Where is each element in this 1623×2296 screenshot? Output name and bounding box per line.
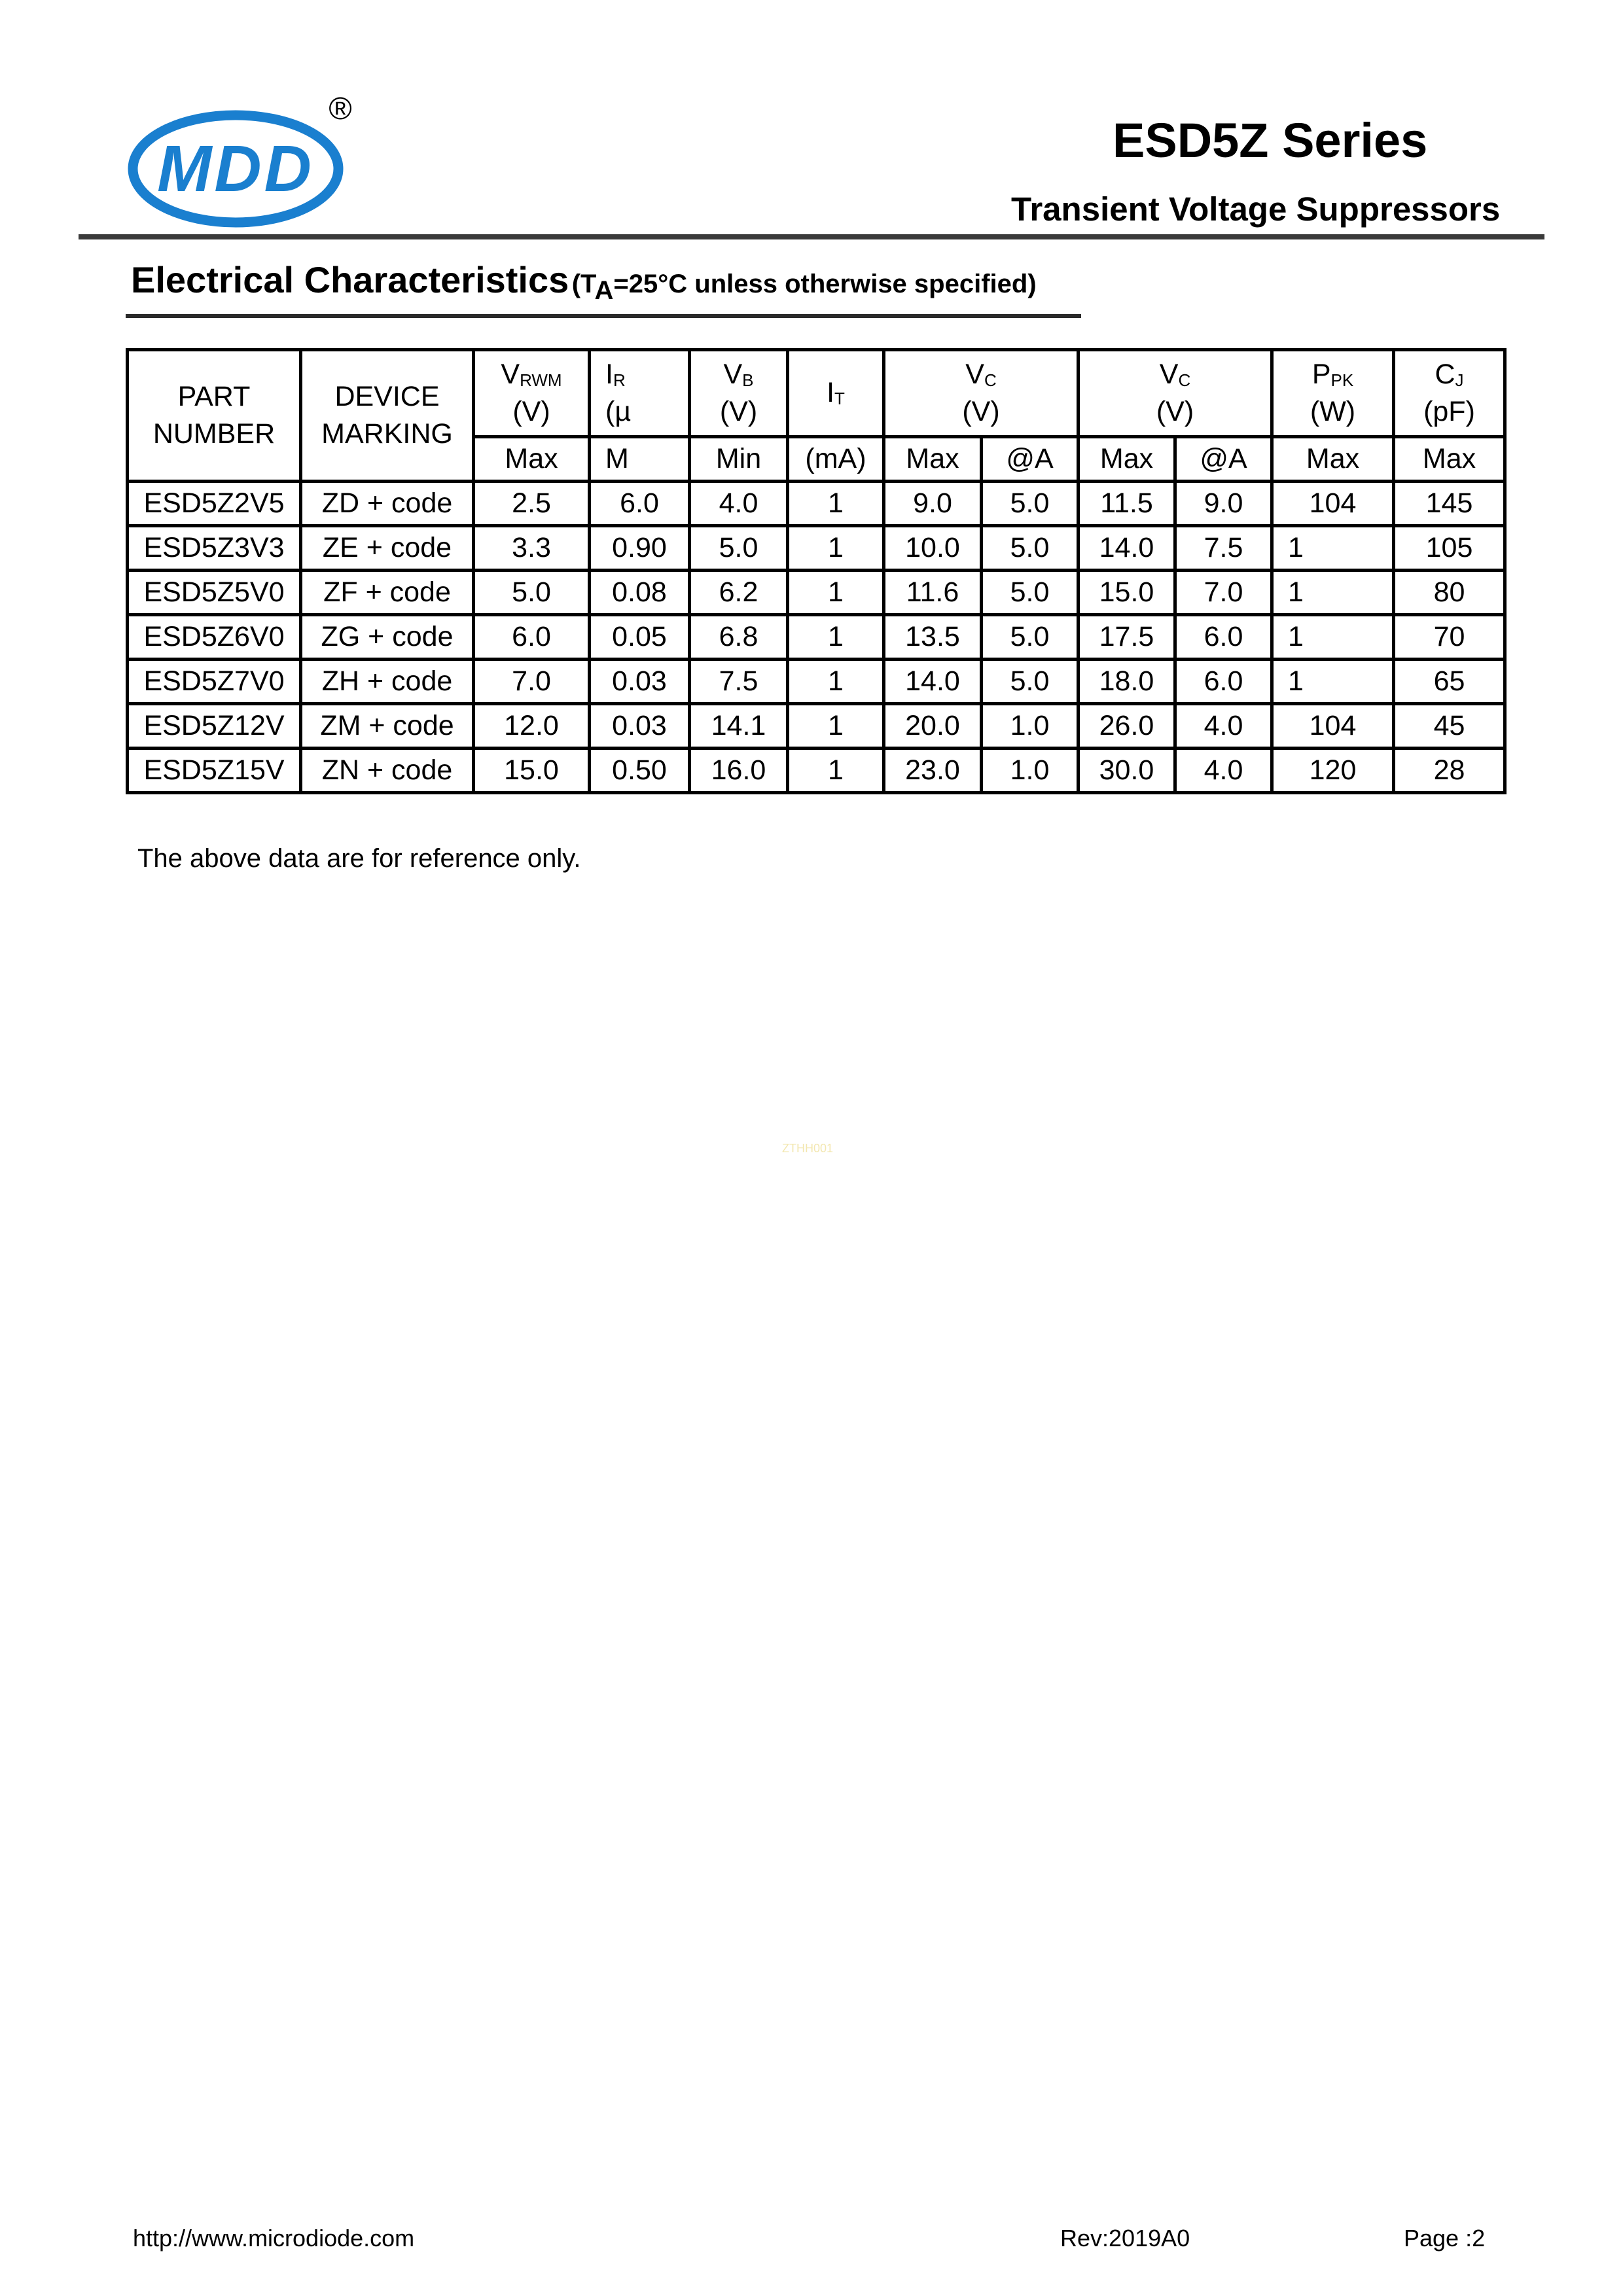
cell-it: 1 bbox=[788, 660, 884, 704]
cell-it: 1 bbox=[788, 704, 884, 749]
cell-ppk: 120 bbox=[1272, 749, 1394, 793]
cell-vc-1-at: 5.0 bbox=[982, 615, 1079, 660]
document-title: ESD5Z Series bbox=[1113, 113, 1428, 168]
cell-ppk: 1 bbox=[1272, 571, 1394, 615]
limit-vc-2-max: Max bbox=[1079, 437, 1175, 482]
cell-vc-1-at: 5.0 bbox=[982, 482, 1079, 526]
cell-ppk: 104 bbox=[1272, 704, 1394, 749]
cell-it: 1 bbox=[788, 526, 884, 571]
cell-ppk: 1 bbox=[1272, 615, 1394, 660]
cell-vb: 6.8 bbox=[690, 615, 788, 660]
cell-vc-2-at: 6.0 bbox=[1175, 660, 1272, 704]
cell-part-number: ESD5Z2V5 bbox=[128, 482, 301, 526]
cell-part-number: ESD5Z15V bbox=[128, 749, 301, 793]
limit-vrwm: Max bbox=[474, 437, 590, 482]
cell-device-marking: ZG + code bbox=[301, 615, 474, 660]
limit-ir: M bbox=[590, 437, 690, 482]
cell-vc-2-max: 18.0 bbox=[1079, 660, 1175, 704]
cell-vc-2-max: 26.0 bbox=[1079, 704, 1175, 749]
cell-device-marking: ZM + code bbox=[301, 704, 474, 749]
cell-vc-1-max: 13.5 bbox=[884, 615, 982, 660]
limit-vb: Min bbox=[690, 437, 788, 482]
cell-cj: 80 bbox=[1394, 571, 1505, 615]
cell-part-number: ESD5Z12V bbox=[128, 704, 301, 749]
cell-cj: 45 bbox=[1394, 704, 1505, 749]
registered-mark: ® bbox=[329, 92, 352, 126]
cell-vc-1-at: 5.0 bbox=[982, 571, 1079, 615]
cell-ppk: 1 bbox=[1272, 526, 1394, 571]
table-row bbox=[128, 704, 1505, 749]
cell-vc-2-at: 4.0 bbox=[1175, 704, 1272, 749]
footer-url[interactable]: http://www.microdiode.com bbox=[133, 2225, 415, 2252]
limit-vc-1-max: Max bbox=[884, 437, 982, 482]
table-row bbox=[128, 482, 1505, 526]
cell-vc-1-at: 1.0 bbox=[982, 749, 1079, 793]
electrical-characteristics-table bbox=[126, 348, 1507, 794]
cell-vb: 5.0 bbox=[690, 526, 788, 571]
table-row bbox=[128, 749, 1505, 793]
cell-vc-2-at: 4.0 bbox=[1175, 749, 1272, 793]
table-row bbox=[128, 615, 1505, 660]
cell-vc-2-max: 17.5 bbox=[1079, 615, 1175, 660]
limit-vc-2-at: @A bbox=[1175, 437, 1272, 482]
cell-ir: 0.03 bbox=[590, 660, 690, 704]
section-heading bbox=[131, 258, 1037, 305]
cell-cj: 28 bbox=[1394, 749, 1505, 793]
cell-it: 1 bbox=[788, 615, 884, 660]
cell-ir: 6.0 bbox=[590, 482, 690, 526]
cell-vc-1-at: 5.0 bbox=[982, 526, 1079, 571]
cell-vrwm: 15.0 bbox=[474, 749, 590, 793]
header-vc-1: $V_C$ (V) bbox=[884, 350, 1079, 437]
header-vc-2: $V_C$ (V) bbox=[1079, 350, 1272, 437]
cell-vc-1-max: 14.0 bbox=[884, 660, 982, 704]
cell-vc-2-at: 7.5 bbox=[1175, 526, 1272, 571]
cell-vb: 16.0 bbox=[690, 749, 788, 793]
table-row bbox=[128, 660, 1505, 704]
table-row bbox=[128, 526, 1505, 571]
cell-cj: 145 bbox=[1394, 482, 1505, 526]
header-ppk: $P_{PK}$ (W) bbox=[1272, 350, 1394, 437]
cell-device-marking: ZF + code bbox=[301, 571, 474, 615]
watermark: ZTHH001 bbox=[782, 1142, 834, 1155]
limit-cj: Max bbox=[1394, 437, 1505, 482]
cell-vb: 7.5 bbox=[690, 660, 788, 704]
cell-ir: 0.50 bbox=[590, 749, 690, 793]
header-it: $I_T$ bbox=[788, 350, 884, 437]
cell-device-marking: ZH + code bbox=[301, 660, 474, 704]
cell-it: 1 bbox=[788, 749, 884, 793]
cell-ir: 0.05 bbox=[590, 615, 690, 660]
header-vrwm: $V_{RWM}$ (V) bbox=[474, 350, 590, 437]
logo-text: MDD bbox=[157, 132, 314, 205]
cell-vc-2-at: 6.0 bbox=[1175, 615, 1272, 660]
cell-ir: 0.08 bbox=[590, 571, 690, 615]
reference-note: The above data are for reference only. bbox=[137, 844, 581, 873]
condition-text: =25°C unless otherwise specified) bbox=[613, 270, 1037, 298]
cell-device-marking: ZE + code bbox=[301, 526, 474, 571]
unit-it: (mA) bbox=[788, 437, 884, 482]
cell-it: 1 bbox=[788, 482, 884, 526]
cell-vc-2-max: 11.5 bbox=[1079, 482, 1175, 526]
section-title: Electrical Characteristics bbox=[131, 259, 569, 300]
header-ir: $I_R$ (µ bbox=[590, 350, 690, 437]
condition-open: (T bbox=[571, 270, 595, 298]
cell-part-number: ESD5Z5V0 bbox=[128, 571, 301, 615]
cell-vc-2-max: 30.0 bbox=[1079, 749, 1175, 793]
cell-ir: 0.03 bbox=[590, 704, 690, 749]
cell-vc-1-at: 5.0 bbox=[982, 660, 1079, 704]
cell-vc-1-max: 10.0 bbox=[884, 526, 982, 571]
footer-page-number: Page :2 bbox=[1404, 2225, 1486, 2252]
cell-vc-1-max: 20.0 bbox=[884, 704, 982, 749]
cell-vc-1-max: 23.0 bbox=[884, 749, 982, 793]
footer-revision: Rev:2019A0 bbox=[1060, 2225, 1190, 2252]
cell-part-number: ESD5Z3V3 bbox=[128, 526, 301, 571]
header-divider bbox=[79, 234, 1544, 239]
cell-vrwm: 5.0 bbox=[474, 571, 590, 615]
table-row bbox=[128, 571, 1505, 615]
header-cj: $C_J$ (pF) bbox=[1394, 350, 1505, 437]
cell-vrwm: 2.5 bbox=[474, 482, 590, 526]
cell-device-marking: ZD + code bbox=[301, 482, 474, 526]
cell-part-number: ESD5Z7V0 bbox=[128, 660, 301, 704]
cell-device-marking: ZN + code bbox=[301, 749, 474, 793]
cell-vb: 4.0 bbox=[690, 482, 788, 526]
cell-vb: 6.2 bbox=[690, 571, 788, 615]
cell-part-number: ESD5Z6V0 bbox=[128, 615, 301, 660]
cell-vc-1-max: 9.0 bbox=[884, 482, 982, 526]
header-part-number: PART NUMBER bbox=[128, 350, 301, 482]
limit-vc-1-at: @A bbox=[982, 437, 1079, 482]
cell-vc-2-at: 9.0 bbox=[1175, 482, 1272, 526]
cell-it: 1 bbox=[788, 571, 884, 615]
header-vb: $V_B$ (V) bbox=[690, 350, 788, 437]
cell-vc-1-max: 11.6 bbox=[884, 571, 982, 615]
condition-subscript: A bbox=[594, 276, 614, 305]
cell-ppk: 1 bbox=[1272, 660, 1394, 704]
cell-vb: 14.1 bbox=[690, 704, 788, 749]
cell-vc-2-at: 7.0 bbox=[1175, 571, 1272, 615]
section-divider bbox=[126, 314, 1081, 318]
cell-vrwm: 6.0 bbox=[474, 615, 590, 660]
header-device-marking: DEVICE MARKING bbox=[301, 350, 474, 482]
cell-vc-1-at: 1.0 bbox=[982, 704, 1079, 749]
cell-cj: 70 bbox=[1394, 615, 1505, 660]
limit-ppk: Max bbox=[1272, 437, 1394, 482]
cell-vrwm: 12.0 bbox=[474, 704, 590, 749]
cell-vc-2-max: 15.0 bbox=[1079, 571, 1175, 615]
cell-vrwm: 3.3 bbox=[474, 526, 590, 571]
cell-cj: 65 bbox=[1394, 660, 1505, 704]
cell-vc-2-max: 14.0 bbox=[1079, 526, 1175, 571]
cell-vrwm: 7.0 bbox=[474, 660, 590, 704]
cell-cj: 105 bbox=[1394, 526, 1505, 571]
cell-ir: 0.90 bbox=[590, 526, 690, 571]
cell-ppk: 104 bbox=[1272, 482, 1394, 526]
document-subtitle: Transient Voltage Suppressors bbox=[1011, 190, 1501, 228]
mdd-logo bbox=[124, 92, 366, 229]
